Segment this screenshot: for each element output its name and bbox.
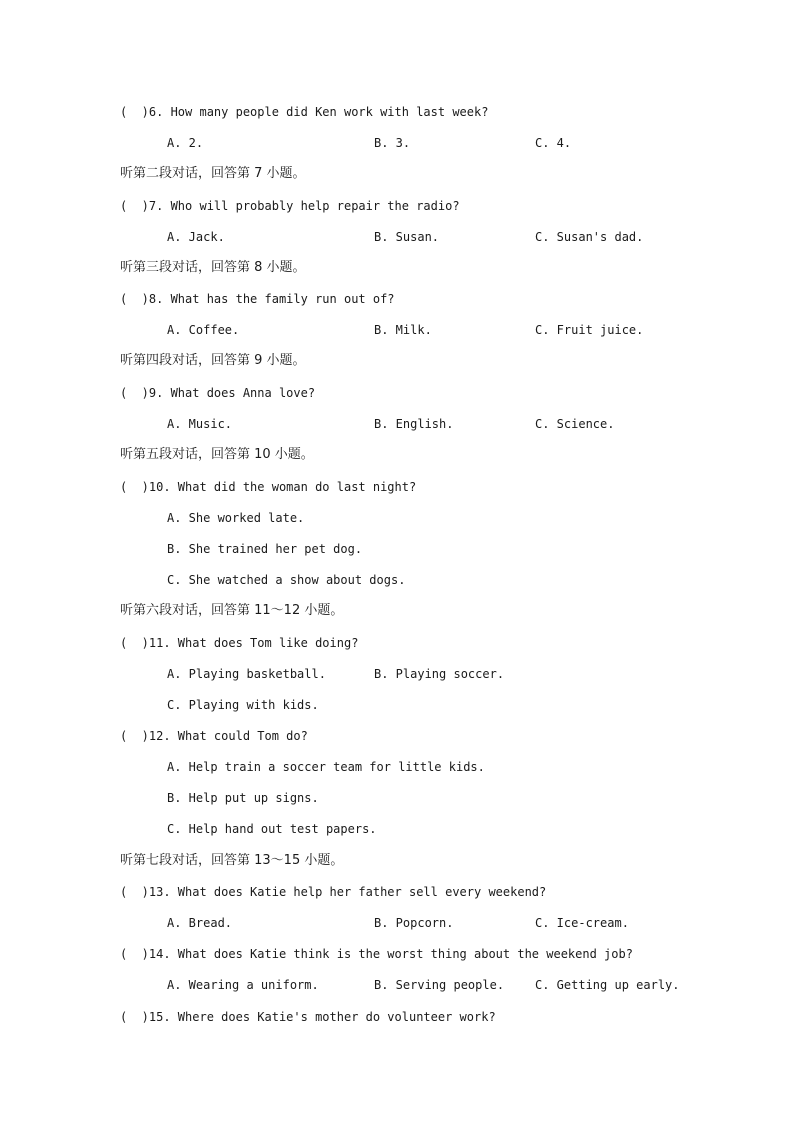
section-heading-3: 听第三段对话，回答第 8 小题。 xyxy=(120,260,306,275)
question-6-stem: ( )6. How many people did Ken work with last week? xyxy=(120,105,489,119)
question-14-option-c: C. Getting up early. xyxy=(535,978,680,992)
question-8-stem: ( )8. What has the family run out of? xyxy=(120,292,395,306)
question-7-option-c: C. Susan's dad. xyxy=(535,230,644,244)
question-6-option-a: A. 2. xyxy=(167,136,204,150)
question-13-option-b: B. Popcorn. xyxy=(374,916,454,930)
question-8-option-b: B. Milk. xyxy=(374,323,432,337)
question-12-option-c: C. Help hand out test papers. xyxy=(167,822,377,836)
section-heading-5: 听第五段对话，回答第 10 小题。 xyxy=(120,447,314,462)
question-14-option-a: A. Wearing a uniform. xyxy=(167,978,319,992)
question-15-stem: ( )15. Where does Katie's mother do volunteer work? xyxy=(120,1010,496,1024)
question-6-option-c: C. 4. xyxy=(535,136,572,150)
question-9-option-b: B. English. xyxy=(374,417,454,431)
question-10-option-b: B. She trained her pet dog. xyxy=(167,542,363,556)
question-12-stem: ( )12. What could Tom do? xyxy=(120,729,308,743)
question-6-option-b: B. 3. xyxy=(374,136,411,150)
question-13-option-a: A. Bread. xyxy=(167,916,233,930)
section-heading-6: 听第六段对话，回答第 11～12 小题。 xyxy=(120,603,344,618)
question-7-option-b: B. Susan. xyxy=(374,230,440,244)
question-9-option-c: C. Science. xyxy=(535,417,615,431)
question-11-option-c: C. Playing with kids. xyxy=(167,698,319,712)
question-10-stem: ( )10. What did the woman do last night? xyxy=(120,480,417,494)
question-10-option-a: A. She worked late. xyxy=(167,511,305,525)
section-heading-7: 听第七段对话，回答第 13～15 小题。 xyxy=(120,853,344,868)
question-11-option-a: A. Playing basketball. xyxy=(167,667,326,681)
section-heading-4: 听第四段对话，回答第 9 小题。 xyxy=(120,353,306,368)
question-13-option-c: C. Ice-cream. xyxy=(535,916,629,930)
question-14-option-b: B. Serving people. xyxy=(374,978,505,992)
question-8-option-c: C. Fruit juice. xyxy=(535,323,644,337)
question-12-option-b: B. Help put up signs. xyxy=(167,791,319,805)
question-10-option-c: C. She watched a show about dogs. xyxy=(167,573,406,587)
question-11-option-b: B. Playing soccer. xyxy=(374,667,505,681)
question-14-stem: ( )14. What does Katie think is the worst thing about the weekend job? xyxy=(120,947,633,961)
question-13-stem: ( )13. What does Katie help her father sell every weekend? xyxy=(120,885,547,899)
question-7-option-a: A. Jack. xyxy=(167,230,225,244)
question-11-stem: ( )11. What does Tom like doing? xyxy=(120,636,359,650)
question-9-stem: ( )9. What does Anna love? xyxy=(120,386,316,400)
question-9-option-a: A. Music. xyxy=(167,417,233,431)
question-12-option-a: A. Help train a soccer team for little kids. xyxy=(167,760,485,774)
section-heading-2: 听第二段对话，回答第 7 小题。 xyxy=(120,166,306,181)
question-8-option-a: A. Coffee. xyxy=(167,323,240,337)
question-7-stem: ( )7. Who will probably help repair the radio? xyxy=(120,199,460,213)
